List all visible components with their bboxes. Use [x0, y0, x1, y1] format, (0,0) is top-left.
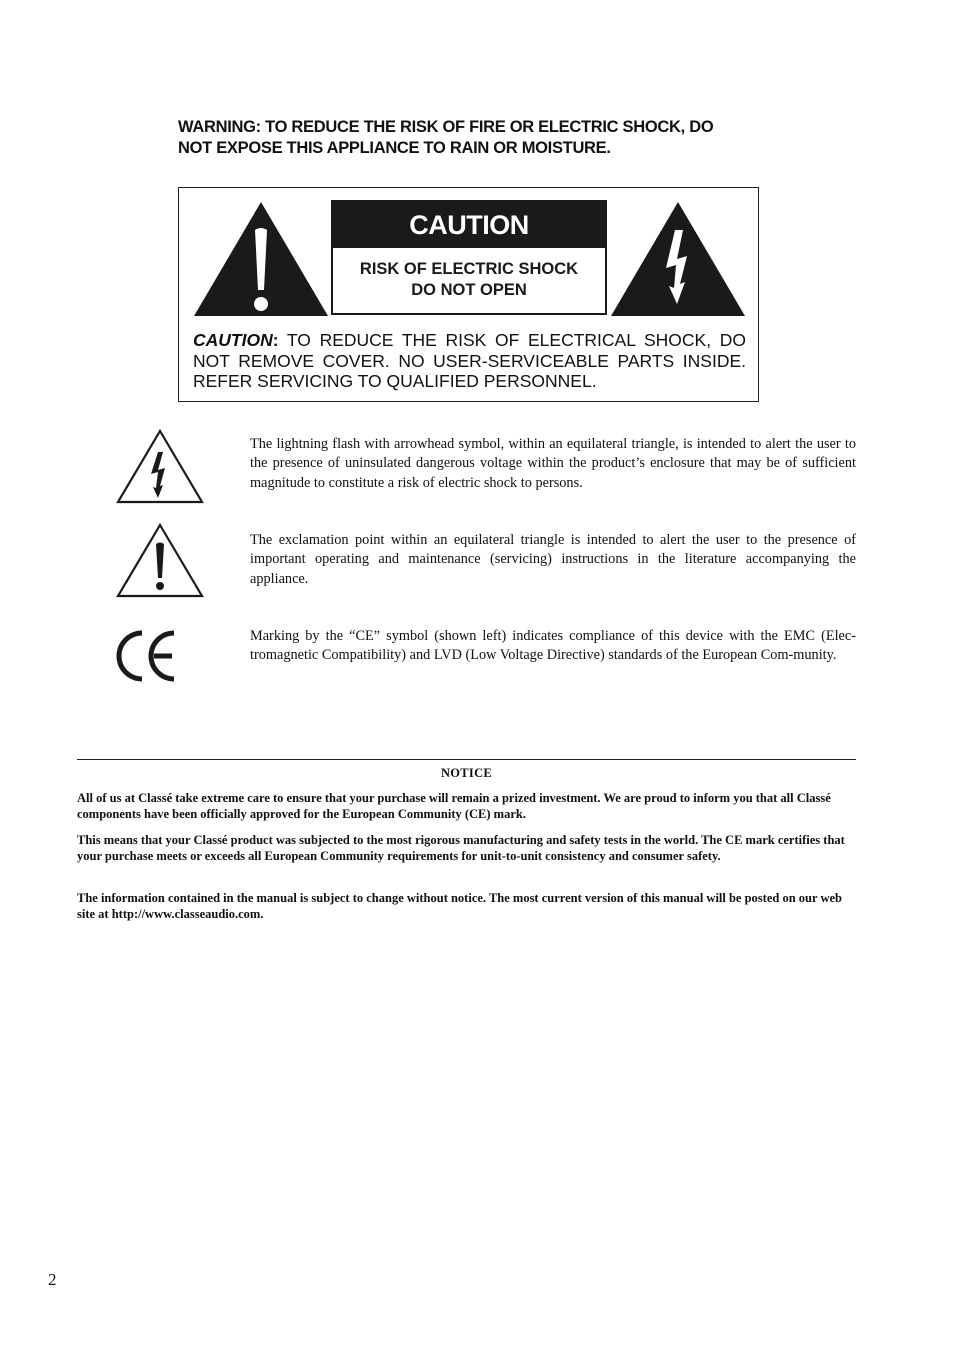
caution-label-line-2: DO NOT OPEN — [411, 281, 527, 299]
notice-title: NOTICE — [440, 766, 493, 780]
caution-lead: CAUTION — [193, 330, 273, 350]
caution-label — [331, 200, 607, 315]
lightning-triangle-icon — [609, 200, 747, 318]
ce-mark-icon — [114, 628, 178, 684]
caution-label-body — [333, 248, 605, 301]
warning-line-2: NOT EXPOSE THIS APPLIANCE TO RAIN OR MOISTURE. — [178, 139, 611, 157]
symbol-description-ce: Marking by the “CE” symbol (shown left) indicates compliance of this device with the EMC (Elec-tromagnetic Compatibility) and LVD (Low Voltage Directive) standards of the European Com-munity. — [250, 628, 856, 664]
exclamation-triangle-icon — [192, 200, 330, 318]
warning-line-1: WARNING: TO REDUCE THE RISK OF FIRE OR ELECTRIC SHOCK, DO — [178, 118, 714, 136]
symbol-description-lightning: The lightning flash with arrowhead symbol, within an equilateral triangle, is intended to alert the user to the presence of uninsulated dangerous voltage within the product’s enclosure that may be of sufficient magnitude to constitute a risk of electric shock to persons. — [250, 436, 856, 491]
caution-statement — [193, 330, 746, 392]
caution-label-line-1: RISK OF ELECTRIC SHOCK — [359, 260, 579, 278]
symbol-description-exclamation: The exclamation point within an equilateral triangle is intended to alert the user to the presence of important operating and maintenance (servicing) instructions in the literature accompanying the appliance. — [250, 532, 856, 587]
notice-paragraph: The information contained in the manual is subject to change without notice. The most current version of this manual will be posted on our web site at http://www.classeaudio.com. — [77, 891, 842, 921]
caution-label-heading: CAUTION — [333, 202, 605, 248]
caution-body: TO REDUCE THE RISK OF ELECTRICAL SHOCK, DO NOT REMOVE COVER. NO USER-SERVICEABLE PARTS INSIDE. REFER SERVICING TO QUALIFIED PERSONNEL. — [193, 330, 746, 391]
notice-paragraph: This means that your Classé product was subjected to the most rigorous manufacturing and safety tests in the world. The CE mark certifies that your purchase meets or exceeds all European Community requirements for unit-to-unit consistency and consumer safety. — [77, 833, 845, 863]
lightning-triangle-icon — [116, 428, 204, 504]
exclamation-triangle-icon — [116, 522, 204, 598]
warning-heading — [178, 117, 778, 159]
caution-colon: : — [272, 330, 279, 350]
page-number: 2 — [48, 1270, 57, 1289]
notice-divider — [77, 759, 856, 760]
caution-box — [178, 187, 759, 402]
notice-paragraph: All of us at Classé take extreme care to ensure that your purchase will remain a prized investment. We are proud to inform you that all Classé components have been officially approved for the European Community (CE) mark. — [77, 791, 831, 821]
